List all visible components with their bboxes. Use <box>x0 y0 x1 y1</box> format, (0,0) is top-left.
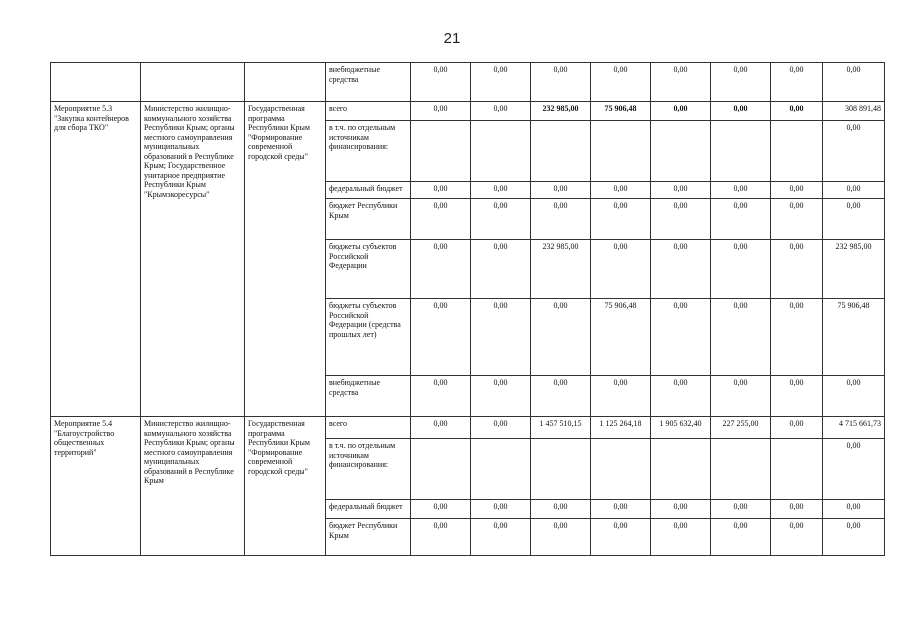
value-cell: 0,00 <box>651 519 711 556</box>
value-cell: 0,00 <box>591 519 651 556</box>
value-cell: 0,00 <box>771 299 823 376</box>
value-cell: 232 985,00 <box>531 240 591 299</box>
value-cell: 0,00 <box>531 519 591 556</box>
value-cell: 0,00 <box>531 182 591 199</box>
total-cell: 308 891,48 <box>823 102 885 121</box>
value-cell: 0,00 <box>771 417 823 439</box>
value-cell: 0,00 <box>771 63 823 102</box>
value-cell: 0,00 <box>771 519 823 556</box>
total-cell: 0,00 <box>823 182 885 199</box>
value-cell: 0,00 <box>471 102 531 121</box>
value-cell: 0,00 <box>471 63 531 102</box>
value-cell <box>711 121 771 182</box>
value-cell: 0,00 <box>471 500 531 519</box>
source-label: бюджет Республики Крым <box>326 199 411 240</box>
value-cell <box>771 439 823 500</box>
table-row <box>51 63 885 102</box>
value-cell: 0,00 <box>771 240 823 299</box>
value-cell: 0,00 <box>591 500 651 519</box>
value-cell: 0,00 <box>531 299 591 376</box>
value-cell: 0,00 <box>411 240 471 299</box>
source-label: внебюджетные средства <box>326 63 411 102</box>
value-cell: 0,00 <box>711 299 771 376</box>
source-label: всего <box>326 417 411 439</box>
value-cell: 0,00 <box>711 376 771 417</box>
value-cell: 0,00 <box>651 240 711 299</box>
value-cell <box>531 121 591 182</box>
value-cell: 0,00 <box>711 182 771 199</box>
value-cell: 0,00 <box>711 199 771 240</box>
value-cell: 0,00 <box>591 240 651 299</box>
value-cell: 0,00 <box>591 182 651 199</box>
source-label: в т.ч. по отдельным источникам финансирования: <box>326 121 411 182</box>
value-cell <box>471 121 531 182</box>
value-cell <box>651 439 711 500</box>
value-cell: 0,00 <box>711 63 771 102</box>
value-cell: 0,00 <box>591 63 651 102</box>
source-label: бюджеты субъектов Российской Федерации (средства прошлых лет) <box>326 299 411 376</box>
value-cell <box>471 439 531 500</box>
value-cell: 0,00 <box>651 102 711 121</box>
executor-name: Министерство жилищно-коммунального хозяйства Республики Крым; органы местного самоуправления муниципальных образований в Республике Крым; Государственное унитарное предприятие Республики Крым "Крымэкоресурсы" <box>141 102 245 417</box>
value-cell: 1 125 264,18 <box>591 417 651 439</box>
value-cell: 1 905 632,40 <box>651 417 711 439</box>
value-cell: 0,00 <box>651 182 711 199</box>
total-cell: 0,00 <box>823 199 885 240</box>
value-cell: 232 985,00 <box>531 102 591 121</box>
source-label: федеральный бюджет <box>326 182 411 199</box>
value-cell: 0,00 <box>771 102 823 121</box>
value-cell: 0,00 <box>711 240 771 299</box>
total-cell: 75 906,48 <box>823 299 885 376</box>
value-cell: 0,00 <box>531 500 591 519</box>
budget-table <box>50 62 885 556</box>
value-cell: 0,00 <box>711 500 771 519</box>
program-name: Государственная программа Республики Крым "Формирование современной городской среды" <box>245 417 326 556</box>
value-cell: 0,00 <box>471 240 531 299</box>
table-row <box>51 102 885 121</box>
value-cell: 0,00 <box>531 199 591 240</box>
value-cell: 0,00 <box>411 102 471 121</box>
value-cell: 0,00 <box>411 500 471 519</box>
value-cell: 0,00 <box>471 182 531 199</box>
value-cell <box>711 439 771 500</box>
total-cell: 232 985,00 <box>823 240 885 299</box>
value-cell: 1 457 510,15 <box>531 417 591 439</box>
total-cell: 0,00 <box>823 376 885 417</box>
value-cell: 0,00 <box>411 417 471 439</box>
measure-cell-empty <box>51 63 141 102</box>
program-name: Государственная программа Республики Крым "Формирование современной городской среды" <box>245 102 326 417</box>
value-cell <box>531 439 591 500</box>
value-cell: 0,00 <box>591 199 651 240</box>
value-cell: 0,00 <box>651 199 711 240</box>
value-cell: 0,00 <box>471 376 531 417</box>
value-cell: 0,00 <box>411 376 471 417</box>
value-cell: 0,00 <box>651 376 711 417</box>
page-number: 21 <box>443 30 461 47</box>
value-cell <box>591 121 651 182</box>
value-cell: 0,00 <box>471 519 531 556</box>
value-cell: 0,00 <box>651 63 711 102</box>
value-cell <box>771 121 823 182</box>
value-cell: 0,00 <box>471 299 531 376</box>
value-cell: 0,00 <box>771 500 823 519</box>
value-cell <box>411 439 471 500</box>
value-cell: 0,00 <box>531 376 591 417</box>
value-cell: 0,00 <box>471 199 531 240</box>
table-row <box>51 417 885 439</box>
value-cell <box>591 439 651 500</box>
value-cell <box>651 121 711 182</box>
total-cell: 0,00 <box>823 519 885 556</box>
measure-name: Мероприятие 5.4 "Благоустройство общественных территорий" <box>51 417 141 556</box>
measure-name: Мероприятие 5.3 "Закупка контейнеров для сбора ТКО" <box>51 102 141 417</box>
value-cell: 0,00 <box>591 376 651 417</box>
value-cell: 0,00 <box>771 182 823 199</box>
value-cell: 227 255,00 <box>711 417 771 439</box>
executor-cell-empty <box>141 63 245 102</box>
value-cell: 0,00 <box>411 519 471 556</box>
source-label: в т.ч. по отдельным источникам финансирования: <box>326 439 411 500</box>
source-label: бюджеты субъектов Российской Федерации <box>326 240 411 299</box>
source-label: бюджет Республики Крым <box>326 519 411 556</box>
value-cell: 75 906,48 <box>591 102 651 121</box>
value-cell: 0,00 <box>711 102 771 121</box>
source-label: всего <box>326 102 411 121</box>
value-cell: 0,00 <box>651 299 711 376</box>
value-cell: 0,00 <box>711 519 771 556</box>
value-cell: 0,00 <box>411 299 471 376</box>
value-cell: 0,00 <box>651 500 711 519</box>
total-cell: 0,00 <box>823 439 885 500</box>
total-cell: 0,00 <box>823 121 885 182</box>
value-cell: 0,00 <box>471 417 531 439</box>
total-cell: 0,00 <box>823 500 885 519</box>
value-cell: 0,00 <box>411 182 471 199</box>
value-cell: 0,00 <box>531 63 591 102</box>
value-cell <box>411 121 471 182</box>
value-cell: 75 906,48 <box>591 299 651 376</box>
total-cell: 4 715 661,73 <box>823 417 885 439</box>
value-cell: 0,00 <box>771 376 823 417</box>
value-cell: 0,00 <box>411 199 471 240</box>
total-cell: 0,00 <box>823 63 885 102</box>
source-label: федеральный бюджет <box>326 500 411 519</box>
program-cell-empty <box>245 63 326 102</box>
executor-name: Министерство жилищно-коммунального хозяйства Республики Крым; органы местного самоуправления муниципальных образований в Республике Крым <box>141 417 245 556</box>
value-cell: 0,00 <box>411 63 471 102</box>
source-label: внебюджетные средства <box>326 376 411 417</box>
value-cell: 0,00 <box>771 199 823 240</box>
